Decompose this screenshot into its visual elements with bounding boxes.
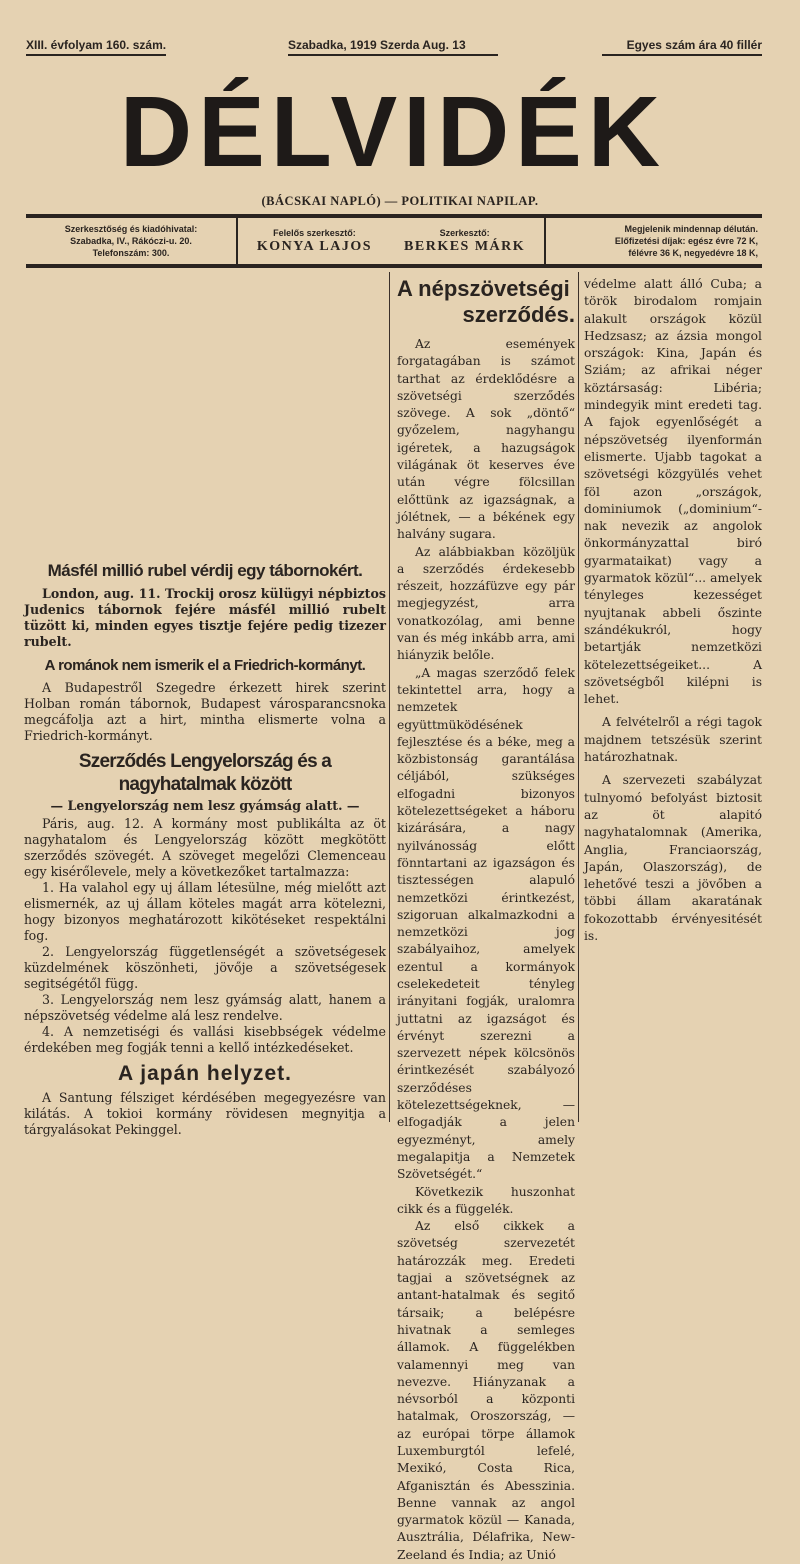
article-paragraph: „A magas szerződő felek tekintettel arra, hogy a nemzetek együttmüködésének fejlesztése és a béke, meg a közbistonság garantálása céljából, szükséges elfogadni bizonyos kötelezettségeket a háboru kizárására, a nagy nyilvánosság előtt fönntartani az igazságon és tisztességen alapuló nemzetközi érintkezést, szigoruan alkalmazkodni a nemzetközi jog szabályaihoz, amelyek ezentul a kormányok cselekedeteit tényleg irányitani fogják, uralomra juttatni az igazságot és érvényt szerezni a szervezett népek kölcsönös érintkezését szabályozó szerződéses kötelezettségeknek, — elfogadják a jelen egyezményt, amely megalapitja a Nemzetek Szövetségét.“ xyxy=(397,665,575,1182)
article-paragraph: 2. Lengyelország függetlenségét a szövetségesek küzdelmének köszönheti, jövője a szövetségesek segitségétől függ. xyxy=(24,944,386,991)
headline-line-2: szerződés. xyxy=(462,302,575,327)
article-paragraph: védelme alatt álló Cuba; a török birodalom romjain alakult országok közül Hedzsasz; az ázsia mongol országok: Kina, Japán és Sziám; az afrikai néger köztársaság: Libéria; mindegyik mint eredeti tag. A fajok egyenlőségét a népszövetség ilyenformán elismerte. Ujabb tagokat a szövetségi közgyülés vehet föl azon „országok, dominiumok („dominium“-nak nevezik az angolok önkormányzattal biró gyarmataikat) vagy a gyarmatok közül“... amelyek tényleges kezességet nyujtanak abbeli őszinte szándékukról, hogy betartják nemzetközi kötelezettségeiket... A szövetségből kilépni is lehet. xyxy=(584,277,762,707)
editor-label: Szerkesztő: xyxy=(439,228,490,238)
article-paragraph: Következik huszonhat cikk és a függelék. xyxy=(397,1184,575,1216)
office-address: Szabadka, IV., Rákóczi-u. 20. xyxy=(70,236,192,246)
article-body: London, aug. 11. Trockij orosz külügyi népbiztos Judenics tábornok fejére másfél millió rubelt tüzött ki, minden egyes tisztje fejére pedig tizezer rubelt. xyxy=(24,586,386,649)
column-divider xyxy=(578,272,579,1122)
article-paragraph: 4. A nemzetiségi és vallási kisebbségek védelme érdekében meg fogják tenni a kellő intézkedéseket. xyxy=(24,1024,386,1055)
column-divider xyxy=(389,272,390,1122)
article-headline xyxy=(397,276,575,328)
subscription-info xyxy=(544,218,762,264)
office-label: Szerkesztőség és kiadóhivatal: xyxy=(64,224,198,234)
article-body: A Santung félsziget kérdésében megegyezésre van kilátás. A tokioi kormány rövidesen megnyitja a tárgyalásokat Pekinggel. xyxy=(24,1090,386,1137)
chief-editor-label: Felelős szerkesztő: xyxy=(273,228,356,238)
dateline: Szabadka, 1919 Szerda Aug. 13 xyxy=(288,38,498,56)
subscription-half-quarter: félévre 36 K, negyedévre 18 K, xyxy=(628,248,758,258)
headline-line-1: A népszövetségi xyxy=(397,276,570,301)
volume-number: XIII. évfolyam 160. szám. xyxy=(26,38,166,56)
subscription-yearly: Előfizetési díjak: egész évre 72 K, xyxy=(614,236,758,246)
article-paragraph: Az első cikkek a szövetség szervezetét határozzák meg. Eredeti tagjai a szövetségnek az antant-hatalmak és segitő társaik; a belépésre hivatnak a semleges államok. A függelékben valamennyi meg van nevezve. Hiányzanak a névsorból a központi hatalmak, Oroszország, — az európai törpe államok Luxemburgtól lefelé, Mexikó, Costa Rica, Afganisztán és Abesszinia. Benne vannak az angol gyarmatok közül — Kanada, Ausztrália, Délafrika, New-Zeeland és India; az Unió xyxy=(397,1219,575,1562)
masthead-subtitle: (BÁCSKAI NAPLÓ) — POLITIKAI NAPILAP. xyxy=(261,194,539,208)
masthead-info-bar xyxy=(26,214,762,268)
editors-info xyxy=(236,218,544,264)
middle-column xyxy=(397,276,575,1564)
article-paragraph: 3. Lengyelország nem lesz gyámság alatt, hanem a népszövetség védelme alá lesz rendelve. xyxy=(24,992,386,1023)
price: Egyes szám ára 40 fillér xyxy=(602,38,762,56)
article-paragraph: Páris, aug. 12. A kormány most publikálta az öt nagyhatalom és Lengyelország között megkötött szerződés szövegét. A szöveget megelőzi Clemenceau egy kisérőlevele, mely a következőket tartalmazza: xyxy=(24,816,386,879)
publication-schedule: Megjelenik mindennap délután. xyxy=(624,224,758,234)
masthead-title: DÉLVIDÉK xyxy=(119,76,667,188)
article-body: A Budapestről Szegedre érkezett hirek szerint Holban román tábornok, Budapest városparancsnoka megcáfolja azt a hirt, mintha elismerte volna a Friedrich-kormányt. xyxy=(24,680,386,743)
right-column xyxy=(584,276,762,945)
article-paragraph: Az események forgatagában is számot tarthat az érdeklődésre a szövetségi szerződés szövege. A sok „döntő“ győzelem, nagyhangu igéretek, a hazugságok világának öt keserves éve után végre fölcsillan előttünk az igazságnak, a jólétnek, — a békének egy halvány sugara. xyxy=(397,337,575,542)
article-headline: A románok nem ismerik el a Friedrich-kormányt. xyxy=(44,657,366,674)
editor-name: BERKES MÁRK xyxy=(404,239,526,254)
article-headline: Szerződés Lengyelország és a nagyhatalmak között xyxy=(78,751,332,795)
chief-editor-name: KONYA LAJOS xyxy=(256,239,373,254)
office-info xyxy=(26,218,236,264)
office-phone: Telefonszám: 300. xyxy=(92,248,170,258)
article-headline: A japán helyzet. xyxy=(118,1062,292,1085)
article-headline: Másfél millió rubel vérdij egy tábornokért. xyxy=(47,561,363,580)
article-paragraph: A felvételről a régi tagok majdnem tetszésük szerint határozhatnak. xyxy=(584,715,762,765)
article-subtitle: — Lengyelország nem lesz gyámság alatt. — xyxy=(50,798,360,813)
article-paragraph: A szervezeti szabályzat tulnyomó befolyást biztosit az öt alapitó nagyhatalomnak (Amerika, Anglia, Franciaország, Japán, Olaszország), de lehetővé teszi a jövőben a többi állam akaratának fokozottabb érvényesitését is. xyxy=(584,773,762,943)
article-paragraph: 1. Ha valahol egy uj állam létesülne, még mielőtt azt elismernék, az uj állam köteles magát arra kötelezni, hogy bizonyos meghatározott kikötéseket respektálni fog. xyxy=(24,880,386,943)
left-column xyxy=(24,560,386,1138)
article-paragraph: Az alábbiakban közöljük a szerződés érdekesebb részeit, hozzáfüzve egy pár megjegyzést, arra vonatkozólag, ami benne van és még inkább arra, ami hiányzik belőle. xyxy=(397,544,575,663)
